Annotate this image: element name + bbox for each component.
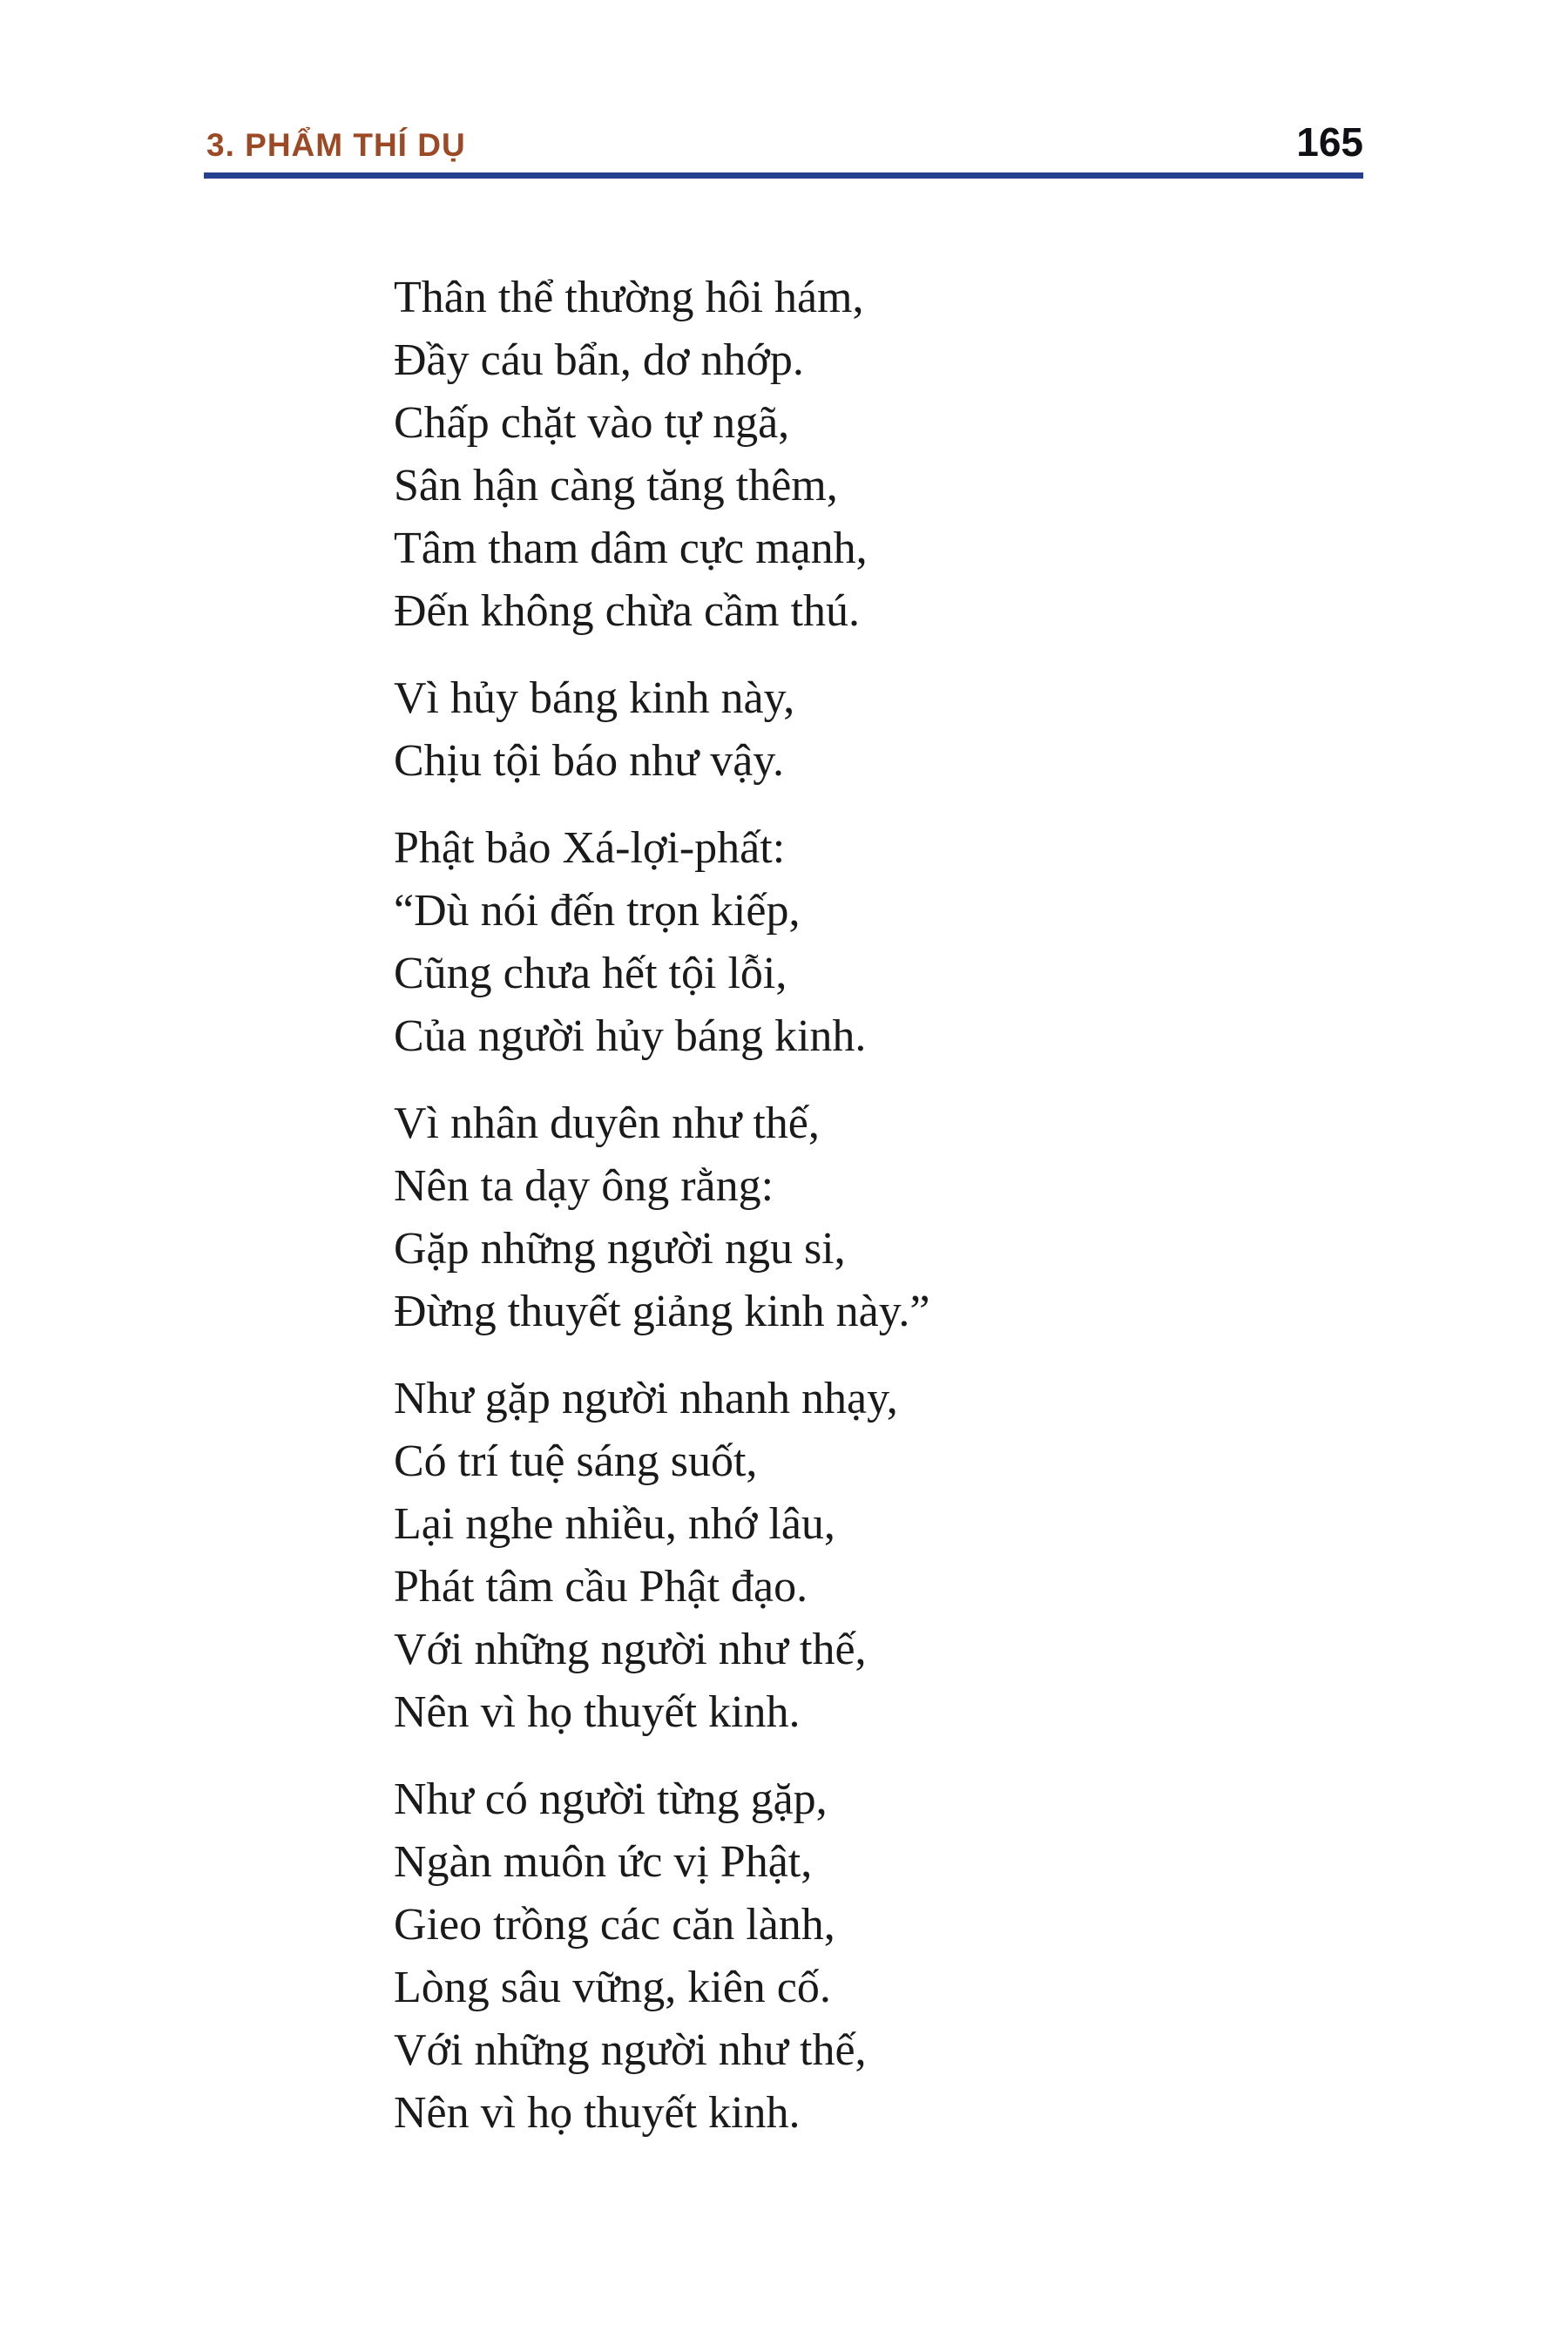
verse-line: Thân thể thường hôi hám,: [394, 273, 864, 322]
verse-body: [394, 267, 929, 2169]
stanza: [394, 267, 929, 643]
verse-line: Phật bảo Xá-lợi-phất:: [394, 823, 786, 873]
verse-line: Lại nghe nhiều, nhớ lâu,: [394, 1499, 835, 1549]
verse-line: Gặp những người ngu si,: [394, 1224, 846, 1274]
verse-line: Đến không chừa cầm thú.: [394, 586, 861, 636]
stanza: [394, 817, 929, 1068]
verse-line: Đừng thuyết giảng kinh này.”: [394, 1287, 930, 1336]
verse-line: Tâm tham dâm cực mạnh,: [394, 524, 868, 573]
verse-line: Lòng sâu vững, kiên cố.: [394, 1963, 831, 2012]
verse-line: Chấp chặt vào tự ngã,: [394, 398, 790, 448]
verse-line: Nên vì họ thuyết kinh.: [394, 1687, 801, 1737]
verse-line: Ngàn muôn ức vị Phật,: [394, 1837, 813, 1887]
stanza: [394, 1092, 929, 1343]
verse-line: Có trí tuệ sáng suốt,: [394, 1436, 758, 1486]
page-number: 165: [1296, 119, 1363, 165]
verse-line: Nên ta dạy ông rằng:: [394, 1161, 774, 1211]
verse-line: Sân hận càng tăng thêm,: [394, 461, 838, 510]
stanza: [394, 667, 929, 793]
chapter-header: 3. PHẨM THÍ DỤ: [206, 127, 466, 163]
verse-line: Chịu tội báo như vậy.: [394, 736, 784, 786]
verse-line: Với những người như thế,: [394, 2025, 867, 2075]
verse-line: Nên vì họ thuyết kinh.: [394, 2088, 801, 2138]
stanza: [394, 1768, 929, 2145]
verse-line: Với những người như thế,: [394, 1625, 867, 1674]
verse-line: Cũng chưa hết tội lỗi,: [394, 949, 787, 998]
verse-line: Như có người từng gặp,: [394, 1774, 828, 1824]
verse-line: “Dù nói đến trọn kiếp,: [394, 886, 801, 936]
verse-line: Đầy cáu bẩn, dơ nhớp.: [394, 335, 804, 385]
header-rule: [204, 172, 1363, 179]
verse-line: Vì hủy báng kinh này,: [394, 673, 795, 723]
stanza: [394, 1368, 929, 1744]
verse-line: Phát tâm cầu Phật đạo.: [394, 1562, 808, 1612]
verse-line: Vì nhân duyên như thế,: [394, 1098, 820, 1148]
verse-line: Gieo trồng các căn lành,: [394, 1900, 835, 1950]
verse-line: Như gặp người nhanh nhạy,: [394, 1374, 898, 1423]
verse-line: Của người hủy báng kinh.: [394, 1011, 867, 1061]
